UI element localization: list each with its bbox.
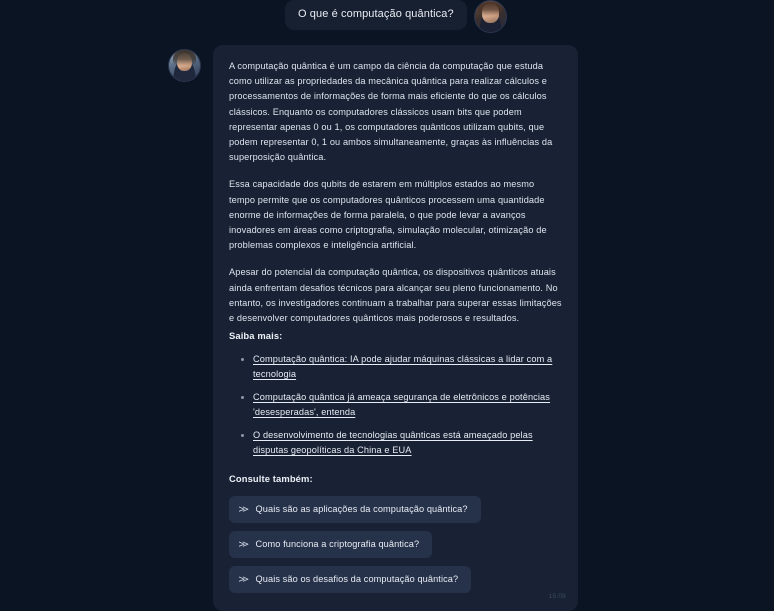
learn-more-label: Saiba mais: — [229, 330, 283, 342]
see-also-label: Consulte também: — [229, 473, 313, 485]
message-timestamp: 15:08 — [548, 593, 566, 601]
suggestion-chip-2[interactable] — [229, 531, 432, 558]
user-avatar-photo — [475, 1, 506, 32]
assistant-paragraph-1: A computação quântica é um campo da ciência da computação que estuda como utilizar as propriedades da mecânica quântica para realizar cálculos e processamentos de informações de forma mais eficiente do que os cálculos clássicos. Enquanto os computadores clássicos usam bits que podem representar apenas 0 ou 1, os computadores quânticos utilizam qubits, que podem representar 0, 1 ou ambos simultaneamente, graças às influências da superposição quântica. — [229, 61, 553, 163]
suggestion-chip-list — [229, 496, 562, 593]
suggestion-chip-3[interactable] — [229, 566, 471, 593]
suggestion-chip-1[interactable] — [229, 496, 481, 523]
user-message-row — [0, 0, 774, 33]
assistant-paragraph-2: Essa capacidade dos qubits de estarem em múltiplos estados ao mesmo tempo permite que os computadores quânticos processem uma quantidade enorme de informações de forma paralela, o que pode levar a avanços inovadores em áreas como criptografia, simulação molecular, otimização de problemas complexos e inteligência artificial. — [229, 179, 547, 251]
chevron-right-icon: ≫ — [238, 573, 250, 584]
chevron-right-icon: ≫ — [238, 538, 250, 549]
assistant-paragraph-3: Apesar do potencial da computação quântica, os dispositivos quânticos atuais ainda enfrentam desafios técnicos para alcançar seu pleno funcionamento. No entanto, os investigadores continuam a trabalhar para superar essas limitações e desenvolver computadores quânticos mais poderosos e resultados. — [229, 267, 562, 324]
list-item — [253, 390, 562, 419]
assistant-message-bubble — [213, 45, 578, 611]
user-avatar — [474, 0, 507, 33]
suggestion-chip-label: Quais são as aplicações da computação quântica? — [255, 503, 468, 514]
list-item — [253, 428, 562, 457]
reference-link-3[interactable]: O desenvolvimento de tecnologias quânticas está ameaçado pelas disputas geopolíticas da China e EUA — [253, 430, 533, 455]
chevron-right-icon: ≫ — [238, 503, 250, 514]
assistant-avatar-photo — [169, 50, 200, 81]
list-item — [253, 352, 562, 381]
reference-link-1[interactable]: Computação quântica: IA pode ajudar máquinas clássicas a lidar com a tecnologia — [253, 354, 553, 379]
user-message-bubble: O que é computação quântica? — [285, 0, 467, 30]
reference-link-list — [229, 352, 562, 457]
suggestion-chip-label: Como funciona a criptografia quântica? — [255, 538, 420, 549]
assistant-avatar — [168, 49, 201, 82]
reference-link-2[interactable]: Computação quântica já ameaça segurança de eletrônicos e potências 'desesperadas', entenda — [253, 392, 550, 417]
suggestion-chip-label: Quais são os desafios da computação quântica? — [255, 573, 459, 584]
